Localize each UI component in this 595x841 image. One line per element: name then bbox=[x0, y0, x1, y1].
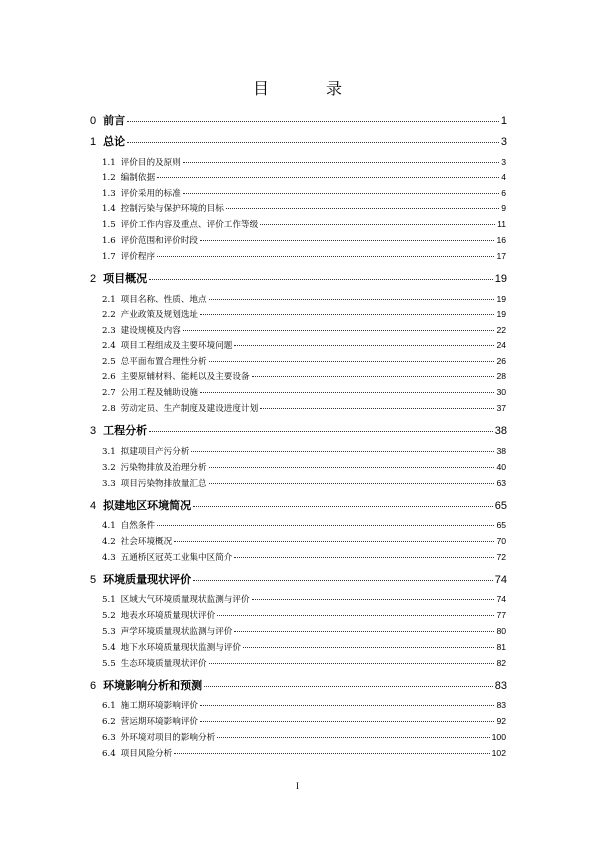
toc-entry-label: 工程分析 bbox=[103, 425, 148, 437]
toc-entry-page: 38 bbox=[494, 425, 507, 437]
toc-section-entry[interactable] bbox=[102, 171, 506, 183]
toc-section-entry[interactable] bbox=[102, 551, 506, 563]
toc-entry-number: 2 bbox=[90, 273, 97, 285]
toc-entry-label: 评价采用的标准 bbox=[120, 189, 181, 199]
toc-entry-number: 1.4 bbox=[102, 204, 116, 214]
toc-entry-page: 9 bbox=[501, 203, 506, 213]
toc-entry-page: 19 bbox=[494, 273, 507, 285]
toc-entry-label: 公用工程及辅助设施 bbox=[120, 388, 199, 398]
toc-entry-number: 5.4 bbox=[102, 643, 116, 653]
toc-entry-page: 22 bbox=[496, 325, 506, 335]
toc-entry-number: 2.2 bbox=[102, 310, 116, 320]
dot-leader bbox=[127, 121, 499, 122]
dot-leader bbox=[209, 483, 495, 484]
toc-entry-number: 1 bbox=[90, 136, 97, 148]
toc-chapter-entry[interactable] bbox=[90, 133, 507, 149]
toc-entry-number: 5.1 bbox=[102, 595, 116, 605]
toc-entry-number: 0 bbox=[90, 115, 97, 127]
dot-leader bbox=[157, 177, 499, 178]
toc-entry-number: 3.3 bbox=[102, 479, 116, 489]
toc-entry-label: 项目污染物排放量汇总 bbox=[120, 479, 207, 489]
toc-entry-label: 污染物排放及治理分析 bbox=[120, 463, 207, 473]
dot-leader bbox=[200, 705, 494, 706]
toc-entry-page: 28 bbox=[496, 371, 506, 381]
dot-leader bbox=[183, 193, 499, 194]
toc-entry-page: 100 bbox=[491, 732, 506, 742]
toc-entry-label: 项目工程组成及主要环境问题 bbox=[120, 341, 233, 351]
toc-entry-page: 11 bbox=[497, 219, 506, 229]
toc-entry-number: 3.1 bbox=[102, 447, 116, 457]
toc-entry-number: 3 bbox=[90, 425, 97, 437]
dot-leader bbox=[243, 647, 494, 648]
toc-entry-number: 4 bbox=[90, 500, 97, 512]
dot-leader bbox=[200, 240, 494, 241]
toc-entry-label: 评价目的及原则 bbox=[120, 158, 181, 168]
toc-section-entry[interactable] bbox=[102, 234, 506, 246]
toc-entry-label: 社会环境概况 bbox=[120, 537, 173, 547]
toc-entry-number: 2.6 bbox=[102, 372, 116, 382]
toc-entry-page: 70 bbox=[496, 536, 506, 546]
toc-entry-page: 102 bbox=[491, 748, 506, 758]
toc-entry-label: 地表水环境质量现状评价 bbox=[120, 611, 216, 621]
toc-entry-label: 外环境对项目的影响分析 bbox=[120, 733, 216, 743]
toc-entry-number: 1.5 bbox=[102, 220, 116, 230]
toc-section-entry[interactable] bbox=[102, 461, 506, 473]
dot-leader bbox=[209, 663, 495, 664]
toc-entry-page: 3 bbox=[501, 157, 506, 167]
toc-section-entry[interactable] bbox=[102, 625, 506, 637]
dot-leader bbox=[183, 162, 499, 163]
toc-entry-number: 2.1 bbox=[102, 295, 116, 305]
toc-entry-label: 项目名称、性质、地点 bbox=[120, 295, 207, 305]
toc-entry-page: 72 bbox=[496, 552, 506, 562]
toc-entry-page: 24 bbox=[496, 340, 506, 350]
toc-section-entry[interactable] bbox=[102, 731, 506, 743]
toc-section-entry[interactable] bbox=[102, 202, 506, 214]
toc-entry-number: 4.1 bbox=[102, 521, 116, 531]
toc-entry-number: 2.4 bbox=[102, 341, 116, 351]
toc-entry-page: 30 bbox=[496, 387, 506, 397]
toc-entry-number: 4.3 bbox=[102, 553, 116, 563]
toc-entry-page: 4 bbox=[501, 172, 506, 182]
toc-section-entry[interactable] bbox=[102, 218, 506, 230]
dot-leader bbox=[252, 599, 495, 600]
toc-entry-number: 2.8 bbox=[102, 404, 116, 414]
toc-chapter-entry[interactable] bbox=[90, 497, 507, 513]
toc-entry-label: 施工期环境影响评价 bbox=[120, 701, 199, 711]
dot-leader bbox=[127, 142, 499, 143]
toc-section-entry[interactable] bbox=[102, 187, 506, 199]
toc-entry-label: 总平面布置合理性分析 bbox=[120, 357, 207, 367]
toc-section-entry[interactable] bbox=[102, 519, 506, 531]
dot-leader bbox=[234, 631, 494, 632]
page-number: I bbox=[296, 781, 299, 791]
toc-entry-label: 环境质量现状评价 bbox=[103, 574, 192, 586]
toc-chapter-entry[interactable] bbox=[90, 112, 507, 128]
toc-entry-number: 6.3 bbox=[102, 733, 116, 743]
toc-entry-page: 6 bbox=[501, 188, 506, 198]
toc-entry-page: 40 bbox=[496, 462, 506, 472]
toc-entry-label: 评价程序 bbox=[120, 252, 156, 262]
toc-section-entry[interactable] bbox=[102, 250, 506, 262]
toc-entry-label: 产业政策及规划选址 bbox=[120, 310, 199, 320]
toc-entry-label: 评价范围和评价时段 bbox=[120, 236, 199, 246]
dot-leader bbox=[252, 376, 495, 377]
toc-entry-page: 19 bbox=[496, 294, 506, 304]
toc-entry-label: 营运期环境影响评价 bbox=[120, 717, 199, 727]
toc-entry-label: 前言 bbox=[103, 115, 126, 127]
toc-entry-page: 1 bbox=[500, 115, 507, 127]
toc-entry-label: 区域大气环境质量现状监测与评价 bbox=[120, 595, 250, 605]
toc-section-entry[interactable] bbox=[102, 370, 506, 382]
toc-entry-number: 3.2 bbox=[102, 463, 116, 473]
toc-entry-label: 声学环境质量现状监测与评价 bbox=[120, 627, 233, 637]
dot-leader bbox=[217, 615, 494, 616]
toc-entry-number: 6.1 bbox=[102, 701, 116, 711]
toc-entry-page: 17 bbox=[496, 251, 506, 261]
dot-leader bbox=[157, 525, 494, 526]
toc-section-entry[interactable] bbox=[102, 308, 506, 320]
toc-entry-label: 编制依据 bbox=[120, 173, 156, 183]
toc-entry-page: 38 bbox=[496, 446, 506, 456]
dot-leader bbox=[149, 431, 493, 432]
toc-entry-label: 建设规模及内容 bbox=[120, 326, 181, 336]
dot-leader bbox=[193, 506, 493, 507]
dot-leader bbox=[234, 345, 494, 346]
toc-entry-label: 控制污染与保护环境的目标 bbox=[120, 204, 224, 214]
toc-section-entry[interactable] bbox=[102, 535, 506, 547]
toc-entry-page: 3 bbox=[500, 136, 507, 148]
toc-entry-label: 五通桥区冠英工业集中区简介 bbox=[120, 553, 233, 563]
toc-entry-number: 1.2 bbox=[102, 173, 116, 183]
toc-entry-page: 65 bbox=[494, 500, 507, 512]
toc-entry-number: 5.2 bbox=[102, 611, 116, 621]
toc-section-entry[interactable] bbox=[102, 715, 506, 727]
dot-leader bbox=[226, 208, 499, 209]
toc-entry-number: 6.2 bbox=[102, 717, 116, 727]
toc-section-entry[interactable] bbox=[102, 402, 506, 414]
toc-entry-page: 16 bbox=[496, 235, 506, 245]
dot-leader bbox=[260, 408, 494, 409]
toc-entry-number: 6 bbox=[90, 680, 97, 692]
toc-section-entry[interactable] bbox=[102, 355, 506, 367]
toc-entry-label: 生态环境质量现状评价 bbox=[120, 659, 207, 669]
toc-entry-page: 82 bbox=[496, 658, 506, 668]
toc-entry-page: 83 bbox=[494, 680, 507, 692]
toc-entry-page: 77 bbox=[496, 610, 506, 620]
toc-entry-number: 4.2 bbox=[102, 537, 116, 547]
toc-section-entry[interactable] bbox=[102, 156, 506, 168]
toc-entry-label: 主要原辅材料、能耗以及主要设备 bbox=[120, 372, 250, 382]
toc-chapter-entry[interactable] bbox=[90, 677, 507, 693]
toc-entry-label: 地下水环境质量现状监测与评价 bbox=[120, 643, 241, 653]
toc-entry-page: 80 bbox=[496, 626, 506, 636]
toc-entry-number: 1.3 bbox=[102, 189, 116, 199]
toc-entry-number: 2.5 bbox=[102, 357, 116, 367]
dot-leader bbox=[260, 224, 495, 225]
toc-entry-number: 2.7 bbox=[102, 388, 116, 398]
dot-leader bbox=[209, 361, 495, 362]
toc-section-entry[interactable] bbox=[102, 699, 506, 711]
dot-leader bbox=[174, 541, 494, 542]
dot-leader bbox=[183, 330, 495, 331]
toc-entry-label: 拟建地区环境简况 bbox=[103, 500, 192, 512]
toc-entry-number: 5.3 bbox=[102, 627, 116, 637]
toc-entry-label: 评价工作内容及重点、评价工作等级 bbox=[120, 220, 259, 230]
toc-entry-label: 总论 bbox=[103, 136, 126, 148]
toc-entry-page: 83 bbox=[496, 700, 506, 710]
dot-leader bbox=[191, 451, 494, 452]
dot-leader bbox=[157, 256, 494, 257]
toc-entry-label: 自然条件 bbox=[120, 521, 156, 531]
dot-leader bbox=[200, 721, 494, 722]
toc-entry-number: 2.3 bbox=[102, 326, 116, 336]
dot-leader bbox=[149, 279, 493, 280]
toc-entry-page: 26 bbox=[496, 356, 506, 366]
dot-leader bbox=[209, 467, 495, 468]
toc-chapter-entry[interactable] bbox=[90, 270, 507, 286]
toc-entry-label: 劳动定员、生产制度及建设进度计划 bbox=[120, 404, 259, 414]
toc-entry-number: 6.4 bbox=[102, 749, 116, 759]
toc-entry-label: 项目概况 bbox=[103, 273, 148, 285]
toc-entry-page: 37 bbox=[496, 403, 506, 413]
dot-leader bbox=[174, 753, 489, 754]
toc-title: 目 录 bbox=[252, 79, 369, 98]
dot-leader bbox=[209, 299, 495, 300]
toc-section-entry[interactable] bbox=[102, 445, 506, 457]
toc-entry-number: 5.5 bbox=[102, 659, 116, 669]
toc-entry-page: 74 bbox=[496, 594, 506, 604]
toc-entry-label: 项目风险分析 bbox=[120, 749, 173, 759]
toc-entry-number: 5 bbox=[90, 574, 97, 586]
dot-leader bbox=[204, 686, 493, 687]
toc-chapter-entry[interactable] bbox=[90, 422, 507, 438]
toc-entry-label: 环境影响分析和预测 bbox=[103, 680, 203, 692]
toc-entry-page: 92 bbox=[496, 716, 506, 726]
toc-section-entry[interactable] bbox=[102, 293, 506, 305]
toc-section-entry[interactable] bbox=[102, 324, 506, 336]
toc-section-entry[interactable] bbox=[102, 386, 506, 398]
toc-section-entry[interactable] bbox=[102, 609, 506, 621]
toc-chapter-entry[interactable] bbox=[90, 571, 507, 587]
toc-section-entry[interactable] bbox=[102, 593, 506, 605]
toc-entry-number: 1.6 bbox=[102, 236, 116, 246]
toc-entry-page: 81 bbox=[496, 642, 506, 652]
toc-entry-number: 1.1 bbox=[102, 158, 116, 168]
toc-entry-label: 拟建项目产污分析 bbox=[120, 447, 190, 457]
toc-section-entry[interactable] bbox=[102, 641, 506, 653]
dot-leader bbox=[234, 557, 494, 558]
dot-leader bbox=[200, 314, 494, 315]
toc-section-entry[interactable] bbox=[102, 339, 506, 351]
toc-entry-page: 65 bbox=[496, 520, 506, 530]
dot-leader bbox=[217, 737, 489, 738]
toc-section-entry[interactable] bbox=[102, 747, 506, 759]
toc-section-entry[interactable] bbox=[102, 657, 506, 669]
toc-entry-page: 74 bbox=[494, 574, 507, 586]
toc-entry-page: 19 bbox=[496, 309, 506, 319]
dot-leader bbox=[193, 580, 493, 581]
toc-entry-page: 63 bbox=[496, 478, 506, 488]
dot-leader bbox=[200, 392, 494, 393]
toc-section-entry[interactable] bbox=[102, 477, 506, 489]
toc-entry-number: 1.7 bbox=[102, 252, 116, 262]
